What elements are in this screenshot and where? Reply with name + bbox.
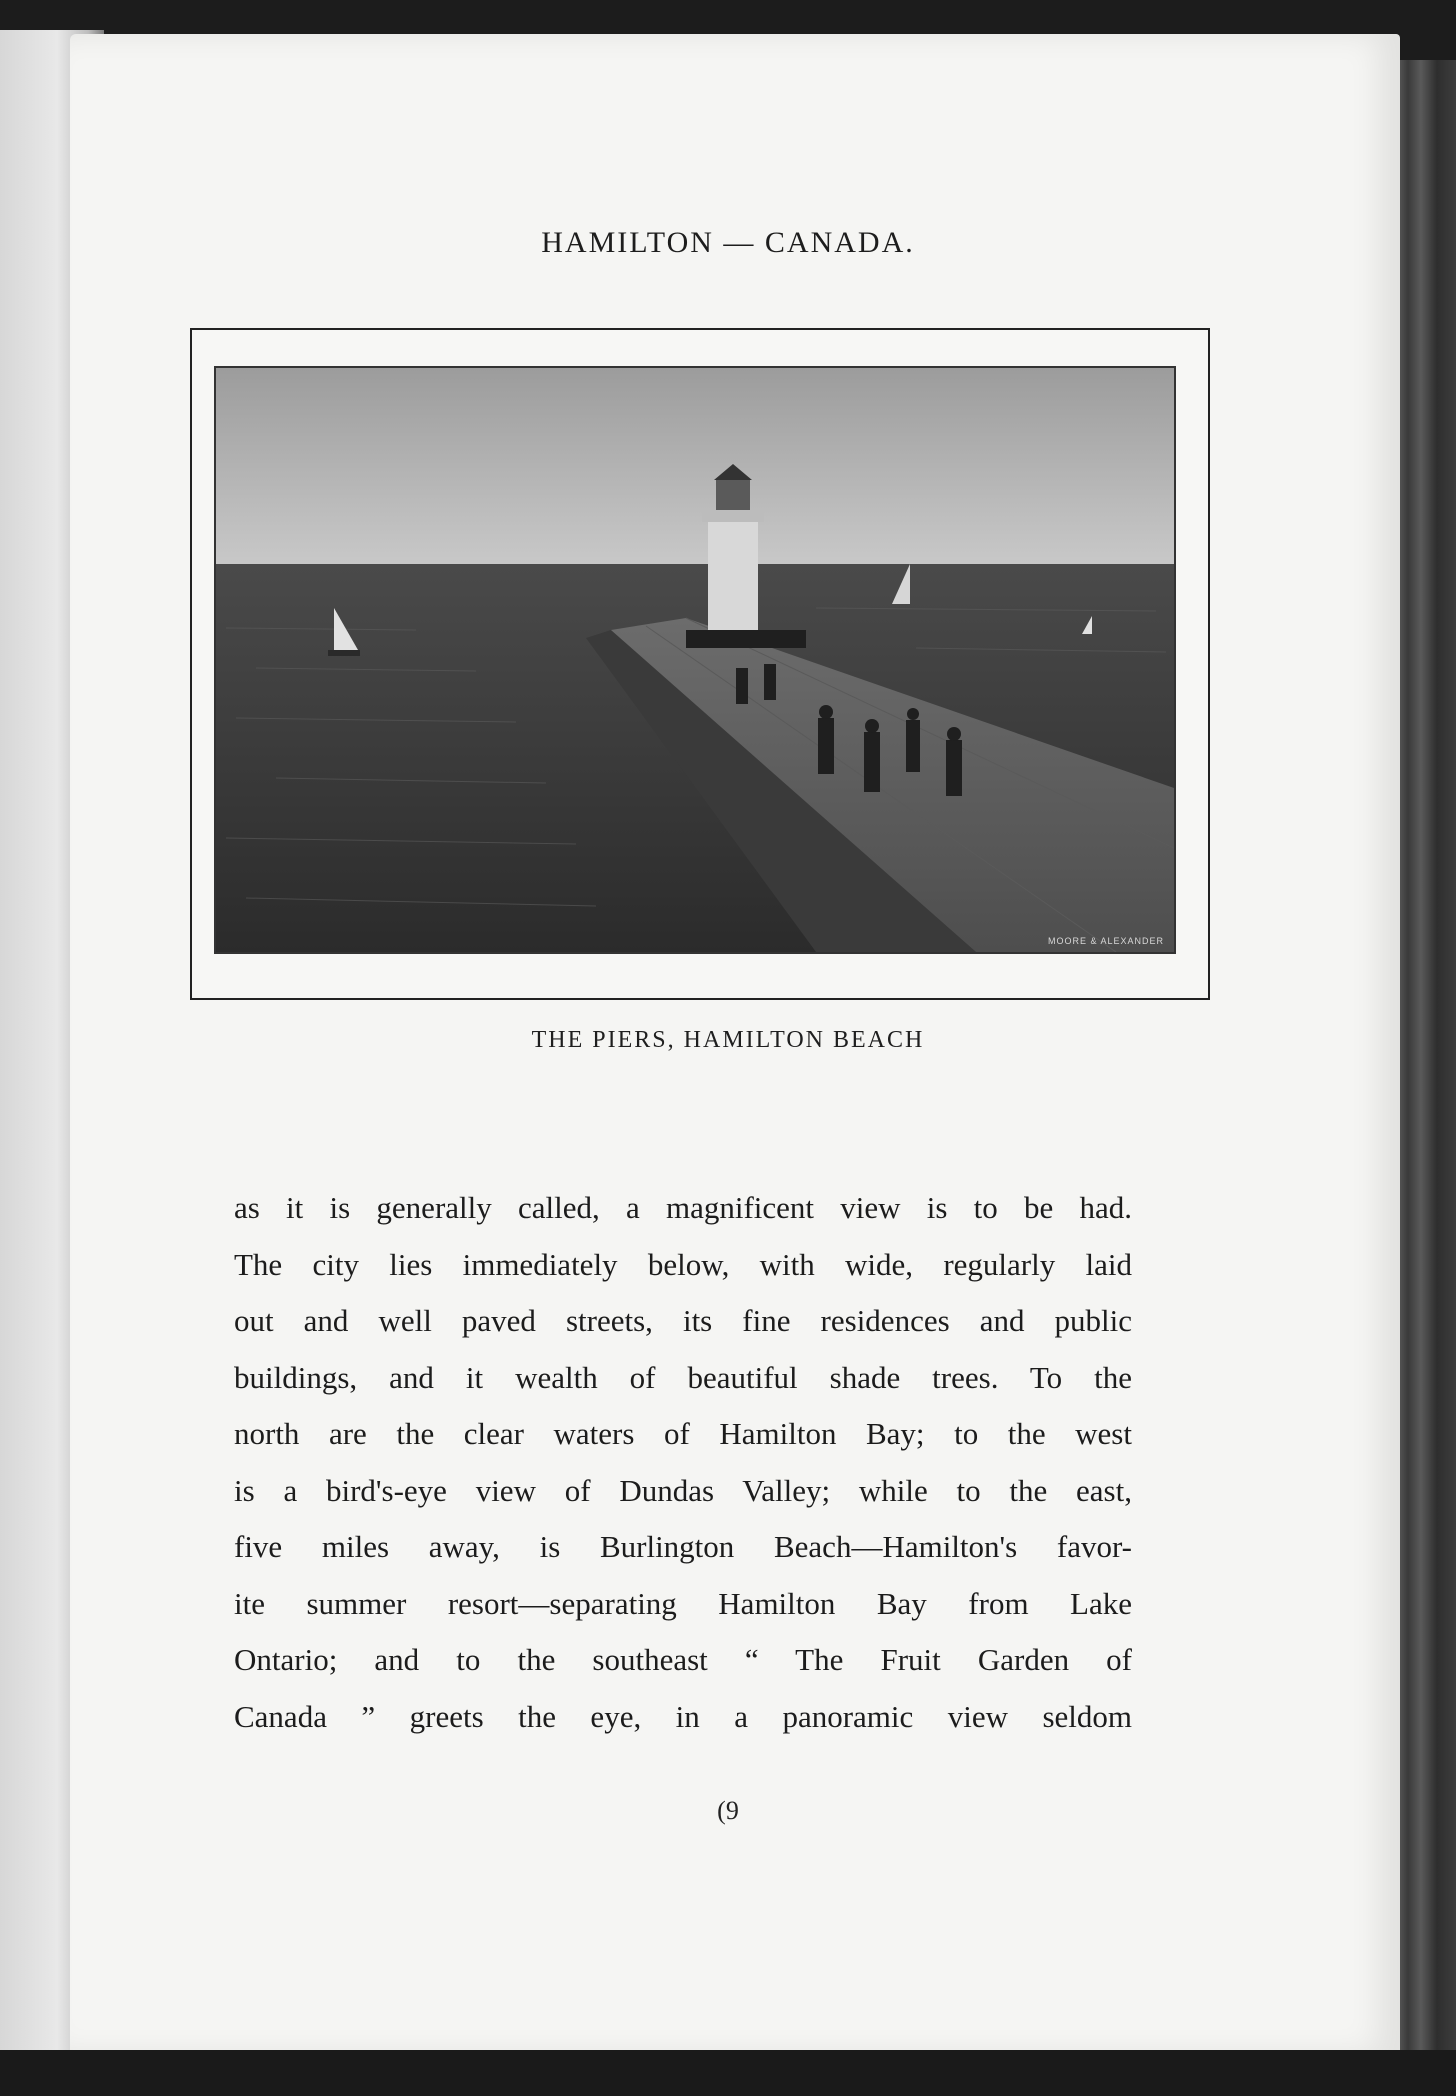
running-head: HAMILTON — CANADA. bbox=[541, 226, 915, 259]
text-line: Canada ” greets the eye, in a panoramic view seldom bbox=[234, 1698, 1132, 1734]
text-line: Ontario; and to the southeast “ The Fruit Garden of bbox=[234, 1642, 1132, 1677]
page-number: (9 bbox=[717, 1796, 739, 1825]
body-text bbox=[234, 1180, 1132, 1745]
text-line: is a bird's-eye view of Dundas Valley; while to the east, bbox=[234, 1472, 1132, 1508]
text-line: five miles away, is Burlington Beach—Hamilton's favor- bbox=[234, 1529, 1132, 1564]
pier-lighthouse-photo bbox=[216, 368, 1174, 952]
text-line: as it is generally called, a magnificent view is to be had. bbox=[234, 1190, 1132, 1225]
text-line: out and well paved streets, its fine residences and public bbox=[234, 1303, 1132, 1338]
photo-credit: MOORE & ALEXANDER bbox=[1047, 936, 1164, 946]
text-line: ite summer resort—separating Hamilton Bay from Lake bbox=[234, 1585, 1132, 1621]
scan-border-bottom bbox=[0, 2050, 1456, 2096]
text-line: north are the clear waters of Hamilton Bay; to the west bbox=[234, 1416, 1132, 1451]
text-line: buildings, and it wealth of beautiful shade trees. To the bbox=[234, 1359, 1132, 1395]
text-line: The city lies immediately below, with wide, regularly laid bbox=[234, 1246, 1132, 1282]
plate-caption: THE PIERS, HAMILTON BEACH bbox=[531, 1027, 925, 1053]
photo-plate bbox=[214, 366, 1176, 954]
book-cover-edge bbox=[1392, 60, 1456, 2050]
